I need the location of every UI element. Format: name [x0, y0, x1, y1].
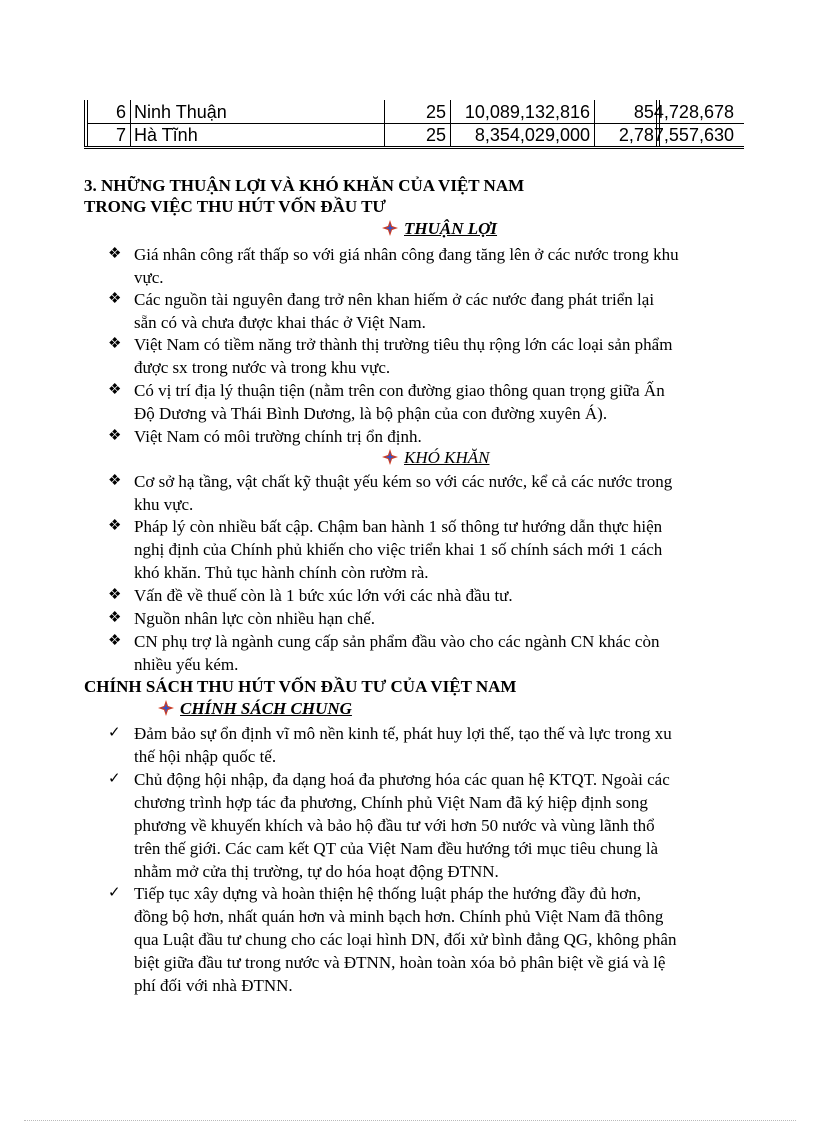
item-text: khu vực. — [134, 495, 194, 514]
item-text: trên thế giới. Các cam kết QT của Việt Nam đều hướng tới mục tiêu chung là — [134, 839, 659, 858]
diamond-bullet-icon: ❖ — [108, 518, 122, 534]
table-row — [84, 100, 734, 123]
item-text: Có vị trí địa lý thuận tiện (nằm trên con đường giao thông quan trọng giữa Ấn — [134, 381, 665, 400]
item-text: Pháp lý còn nhiều bất cập. Chậm ban hành 1 số thông tư hướng dẫn thực hiện — [134, 517, 663, 536]
item-text: khó khăn. Thủ tục hành chính còn rườm rà. — [134, 563, 429, 582]
list-item — [108, 722, 748, 768]
item-text: Tiếp tục xây dựng và hoàn thiện hệ thống luật pháp the hướng đầy đủ hơn, — [134, 884, 641, 903]
item-text: nghị định của Chính phủ khiến cho việc triển khai 1 số chính sách mới 1 cách — [134, 540, 663, 559]
star-marker-icon — [382, 220, 398, 236]
item-text: Cơ sở hạ tầng, vật chất kỹ thuật yếu kém so với các nước, kể cả các nước trong — [134, 472, 673, 491]
section-title-line2: TRONG VIỆC THU HÚT VỐN ĐẦU TƯ — [84, 197, 386, 216]
list-item — [108, 882, 748, 997]
item-text: được sx trong nước và trong khu vực. — [134, 358, 391, 377]
item-text: Đảm bảo sự ổn định vĩ mô nền kinh tế, phát huy lợi thế, tạo thế và lực trong xu — [134, 724, 672, 743]
list-item — [108, 768, 748, 883]
item-text: Việt Nam có tiềm năng trở thành thị trường tiêu thụ rộng lớn các loại sản phẩm — [134, 335, 673, 354]
section-title-line1: 3. NHỮNG THUẬN LỢI VÀ KHÓ KHĂN CỦA VIỆT NAM — [84, 176, 525, 195]
diamond-bullet-icon: ❖ — [108, 473, 122, 489]
list-item — [108, 470, 738, 516]
diamond-bullet-icon: ❖ — [108, 610, 122, 626]
item-text: chương trình hợp tác đa phương, Chính phủ Việt Nam đã ký hiệp định song — [134, 793, 648, 812]
amount-b-value: 2,787,557,630 — [618, 125, 734, 145]
item-text: Giá nhân công rất thấp so với giá nhân công đang tăng lên ở các nước trong khu — [134, 245, 679, 264]
diamond-bullet-icon: ❖ — [108, 587, 122, 603]
item-text: CN phụ trợ là ngành cung cấp sản phẩm đầu vào cho các ngành CN khác còn — [134, 632, 660, 651]
advantages-heading — [382, 219, 497, 239]
general-policy-title: CHÍNH SÁCH CHUNG — [180, 699, 352, 718]
general-policy-heading — [158, 699, 352, 719]
item-text: Độ Dương và Thái Bình Dương, là bộ phận của con đường xuyên Á). — [134, 404, 608, 423]
diamond-bullet-icon: ❖ — [108, 428, 122, 444]
item-text: vực. — [134, 268, 164, 287]
count-value: 25 — [425, 125, 446, 145]
table-row — [84, 123, 734, 146]
page-bottom-divider — [24, 1120, 796, 1121]
checkmark-bullet-icon: ✓ — [108, 725, 121, 741]
list-item — [108, 630, 738, 676]
policy-title: CHÍNH SÁCH THU HÚT VỐN ĐẦU TƯ CỦA VIỆT NAM — [84, 677, 517, 696]
row-index: 6 — [115, 102, 126, 122]
data-table — [84, 100, 734, 146]
item-text: phí đối với nhà ĐTNN. — [134, 976, 293, 995]
item-text: phương về khuyến khích và bảo hộ đầu tư với hơn 50 nước và vùng lãnh thổ — [134, 816, 655, 835]
star-marker-icon — [382, 449, 398, 465]
item-text: đồng bộ hơn, nhất quán hơn và minh bạch hơn. Chính phủ Việt Nam đã thông — [134, 907, 664, 926]
item-text: Các nguồn tài nguyên đang trở nên khan hiếm ở các nước đang phát triển lại — [134, 290, 655, 309]
advantages-title: THUẬN LỢI — [404, 219, 498, 238]
item-text: Việt Nam có môi trường chính trị ổn định. — [134, 427, 422, 446]
star-marker-icon — [158, 700, 174, 716]
diamond-bullet-icon: ❖ — [108, 633, 122, 649]
diamond-bullet-icon: ❖ — [108, 291, 122, 307]
amount-a-value: 10,089,132,816 — [464, 102, 590, 122]
checkmark-bullet-icon: ✓ — [108, 771, 121, 787]
province-name: Hà Tĩnh — [134, 125, 198, 145]
row-index: 7 — [115, 125, 126, 145]
list-item — [108, 515, 738, 584]
list-item — [108, 288, 738, 334]
diamond-bullet-icon: ❖ — [108, 382, 122, 398]
list-item — [108, 379, 738, 425]
item-text: nhằm mở cửa thị trường, tự do hóa hoạt động ĐTNN. — [134, 862, 499, 881]
list-item — [108, 425, 738, 448]
checkmark-bullet-icon: ✓ — [108, 885, 121, 901]
difficulties-heading — [382, 448, 489, 468]
item-text: Chủ động hội nhập, đa dạng hoá đa phương hóa các quan hệ KTQT. Ngoài các — [134, 770, 670, 789]
list-item — [108, 607, 738, 630]
item-text: Vấn đề về thuế còn là 1 bức xúc lớn với các nhà đầu tư. — [134, 586, 513, 605]
item-text: Nguồn nhân lực còn nhiều hạn chế. — [134, 609, 376, 628]
list-item — [108, 333, 738, 379]
amount-a-value: 8,354,029,000 — [474, 125, 590, 145]
item-text: nhiều yếu kém. — [134, 655, 239, 674]
item-text: thế hội nhập quốc tế. — [134, 747, 277, 766]
list-item — [108, 584, 738, 607]
list-item — [108, 243, 738, 289]
item-text: qua Luật đầu tư chung cho các loại hình DN, đối xử bình đẳng QG, không phân — [134, 930, 677, 949]
diamond-bullet-icon: ❖ — [108, 246, 122, 262]
amount-b-value: 854,728,678 — [633, 102, 734, 122]
item-text: biệt giữa đầu tư trong nước và ĐTNN, hoàn toàn xóa bỏ phân biệt về giá và lệ — [134, 953, 666, 972]
province-name: Ninh Thuận — [134, 102, 227, 122]
item-text: sẵn có và chưa được khai thác ở Việt Nam. — [134, 313, 426, 332]
difficulties-title: KHÓ KHĂN — [404, 448, 490, 467]
diamond-bullet-icon: ❖ — [108, 336, 122, 352]
count-value: 25 — [425, 102, 446, 122]
